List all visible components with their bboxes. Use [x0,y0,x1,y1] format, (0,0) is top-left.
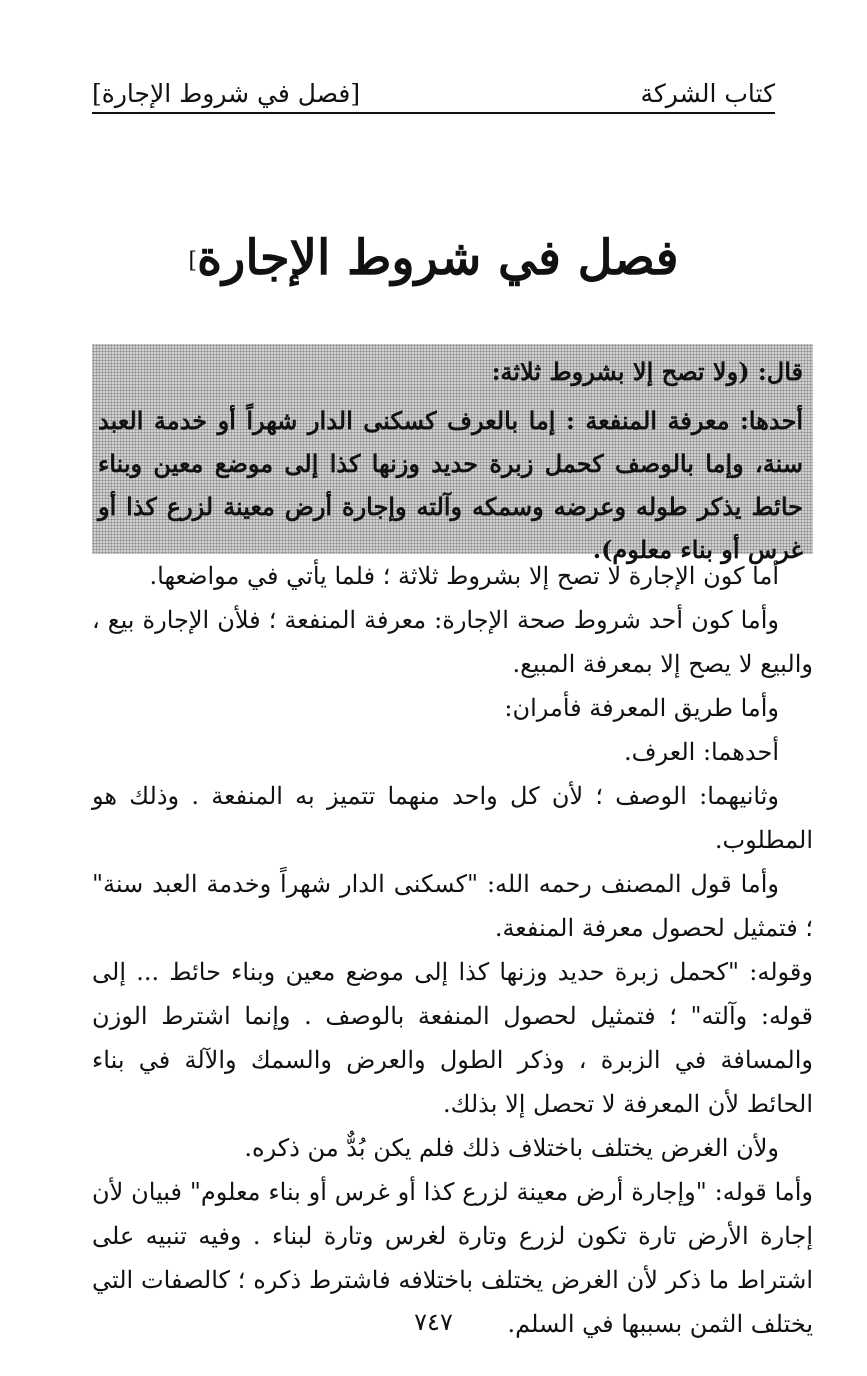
matn-quote-box [92,344,813,564]
chapter-title-bracket: ] [188,248,197,274]
commentary-paragraph: وأما كون أحد شروط صحة الإجارة: معرفة المنفعة ؛ فلأن الإجارة بيع ، والبيع لا يصح إلا بمعرفة المبيع. [92,606,813,678]
commentary-paragraph: وأما قوله: "وإجارة أرض معينة لزرع كذا أو غرس أو بناء معلوم" فبيان لأن إجارة الأرض تارة تكون لزرع وتارة لغرس وتارة لبناء . وفيه تنبيه على اشتراط ما ذكر لأن الغرض يختلف باختلافه فاشترط ذكره ؛ كالصفات التي يختلف الثمن بسببها في السلم. [92,1178,813,1338]
chapter-title [92,218,775,298]
commentary-body [92,554,813,1346]
running-header [92,66,775,114]
commentary-paragraph: وقوله: "كحمل زبرة حديد وزنها كذا إلى موضع معين وبناء حائط ... إلى قوله: وآلته" ؛ فتمثيل لحصول المنفعة بالوصف . وإنما اشترط الوزن والمسافة في الزبرة ، وذكر الطول والعرض والسمك والآلة في بناء الحائط لأن المعرفة لا تحصل إلا بذلك. [92,958,813,1118]
section-title: [فصل في شروط الإجارة] [92,79,361,108]
commentary-paragraph: أما كون الإجارة لا تصح إلا بشروط ثلاثة ؛ فلما يأتي في مواضعها. [149,562,779,590]
matn-paragraph: قال: (ولا تصح إلا بشروط ثلاثة: [491,357,803,386]
book-title: كتاب الشركة [640,79,775,108]
chapter-title-text: فصل في شروط الإجارة [196,230,679,286]
commentary-paragraph: وثانيهما: الوصف ؛ لأن كل واحد منهما تتميز به المنفعة . وذلك هو المطلوب. [92,782,813,854]
commentary-paragraph: وأما طريق المعرفة فأمران: [504,694,779,722]
commentary-paragraph: أحدهما: العرف. [624,738,779,766]
page-number: ٧٤٧ [414,1308,453,1336]
matn-paragraph: أحدها: معرفة المنفعة : إما بالعرف كسكنى الدار شهراً أو خدمة العبد سنة، وإما بالوصف كحمل زبرة حديد وزنها كذا إلى موضع معين وبناء حائط يذكر طوله وعرضه وسمكه وآلته وإجارة أرض معينة لزرع كذا أو غرس أو بناء معلوم). [98,406,803,564]
commentary-paragraph: وأما قول المصنف رحمه الله: "كسكنى الدار شهراً وخدمة العبد سنة" ؛ فتمثيل لحصول معرفة المنفعة. [92,870,813,942]
commentary-paragraph: ولأن الغرض يختلف باختلاف ذلك فلم يكن بُدٌّ من ذكره. [244,1134,779,1162]
